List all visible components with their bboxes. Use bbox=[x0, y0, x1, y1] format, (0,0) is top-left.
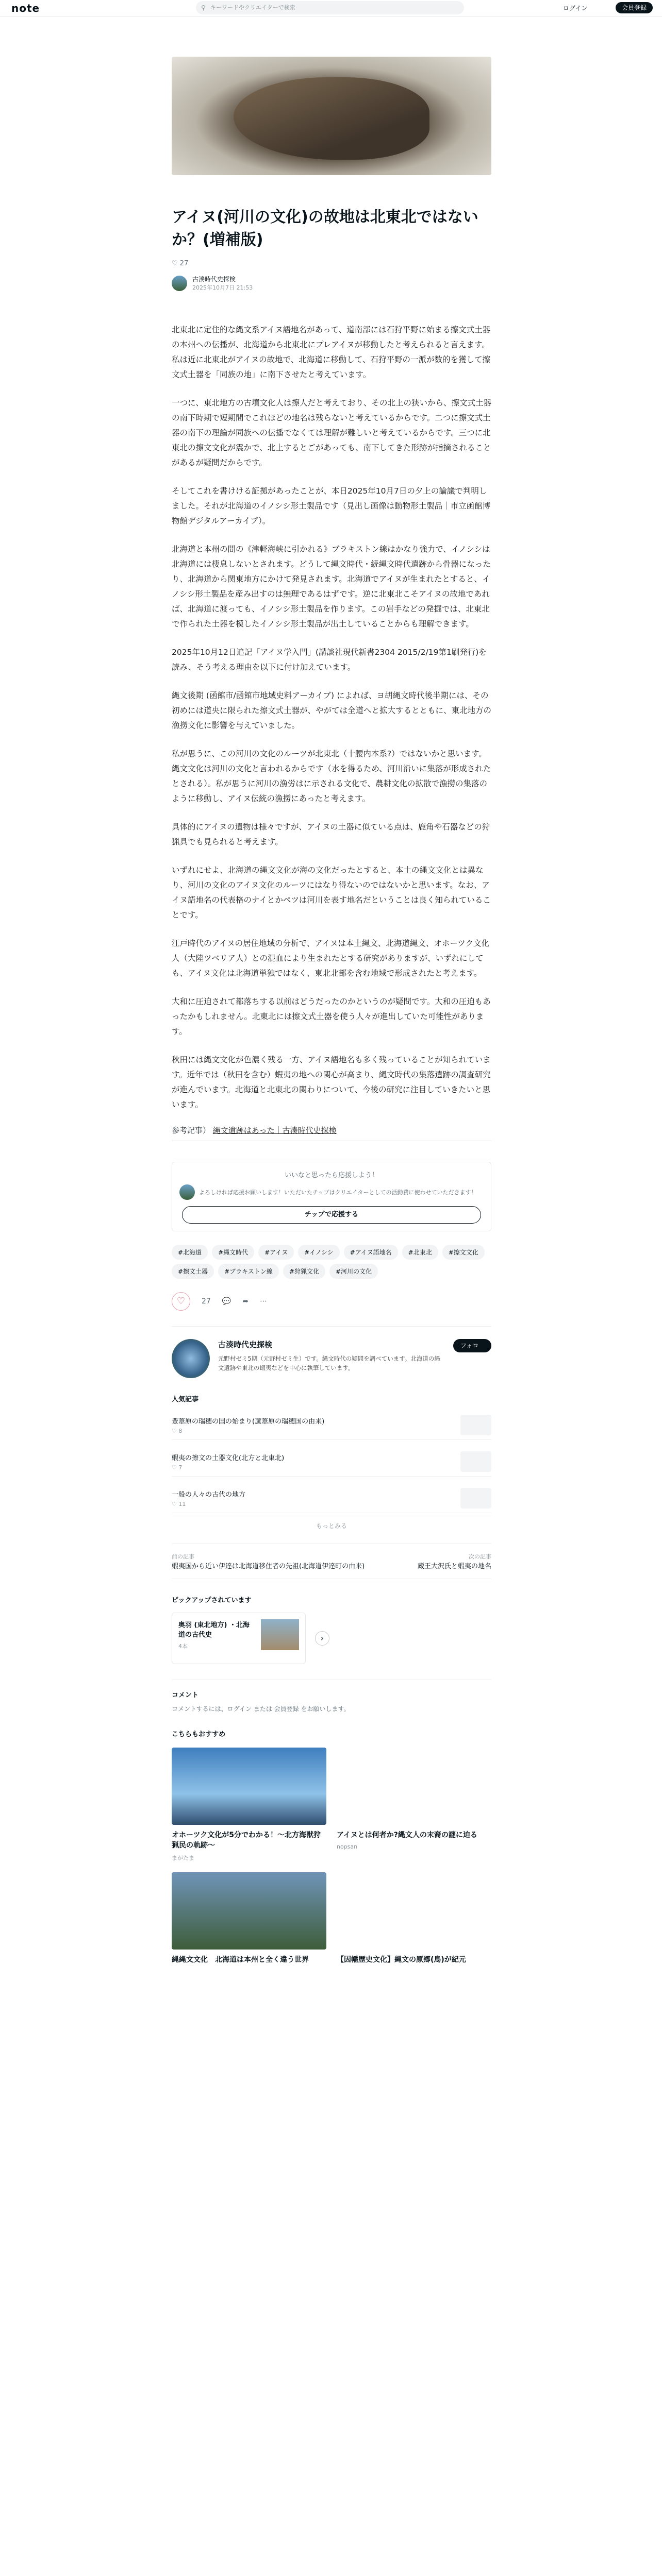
profile-name[interactable]: 古湊時代史探検 bbox=[218, 1340, 272, 1349]
article-title: アイヌ(河川の文化)の故地は北東北ではないか？(増補版) bbox=[172, 208, 478, 249]
more-link[interactable]: もっとみる bbox=[316, 1522, 347, 1530]
article-column bbox=[172, 57, 491, 1965]
card-title: 【因幡歴史文化】縄文の原郷(鳥)が紀元 bbox=[337, 1956, 466, 1964]
author-name[interactable]: 古湊時代史探検 bbox=[192, 276, 236, 283]
next-title: 蔵王大沢氏と蝦夷の地名 bbox=[417, 1563, 491, 1570]
prev-title: 蝦夷国から近い伊達は北海道移住者の先祖(北海道伊達町の由来) bbox=[172, 1563, 365, 1570]
list-item[interactable] bbox=[172, 1447, 491, 1477]
card-image bbox=[172, 1872, 326, 1950]
tag[interactable]: #アイヌ語地名 bbox=[344, 1245, 398, 1260]
paragraph: 私が思うに、この河川の文化のルーツが北東北（十腰内本系?）ではないかと思います。縄文文化は河川の文化と言われるからです（水を得るため、河川沿いに集落が形成されたとされる）。私が思うに河川の漁労はに示される文化で、農耕文化の拡散で漁撈の集落のように移動し、アイヌ伝統の漁撈にあったと考えます。 bbox=[172, 749, 491, 803]
article-navigation bbox=[172, 1544, 491, 1579]
popular-item-title: 蝦夷の擦文の土器文化(北方と北東北) bbox=[172, 1454, 285, 1462]
tip-button[interactable]: チップで応援する bbox=[182, 1206, 481, 1224]
popular-title: 人気記事 bbox=[172, 1396, 199, 1403]
tag[interactable]: #アイヌ bbox=[258, 1245, 294, 1260]
popular-item-likes: ♡ 11 bbox=[172, 1501, 186, 1507]
paragraph: 2025年10月12日追記「アイヌ学入門」(講談社現代新書2304 2015/2/19第1刷発行)を読み、そう考える理由を以下に付け加えています。 bbox=[172, 648, 487, 672]
hero-image bbox=[172, 57, 491, 175]
paragraph: 縄文後期 (函館市/函館市地域史料アーカイブ) によれば、ヨ胡縄文時代後半期には、その初めには道央に限られた擦文式土器が、やがては全道へと拡大するとともに、東北地方の漁撈文化に影響を与えていました。 bbox=[172, 691, 492, 730]
paragraph: そしてこれを書けける証拠があったことが、本日2025年10月7日の夕上の論議で判明しました。それが北海道のイノシシ形土製品です（見出し画像は動物形土製品｜市立函館博物館デジタルアーカイブ）。 bbox=[172, 486, 491, 526]
next-label: 次の記事 bbox=[469, 1553, 491, 1560]
prev-label: 前の記事 bbox=[172, 1553, 194, 1560]
next-arrow-icon[interactable]: › bbox=[315, 1631, 329, 1646]
avatar[interactable] bbox=[172, 1339, 210, 1378]
popular-item-likes: ♡ 8 bbox=[172, 1428, 183, 1434]
card-image bbox=[172, 1748, 326, 1825]
popular-item-title: 一般の人々の古代の地方 bbox=[172, 1491, 246, 1499]
popular-item-likes-value: 8 bbox=[178, 1428, 183, 1434]
paragraph: 秋田には縄文文化が色濃く残る一方、アイヌ語地名も多く残っていることが知られています。近年では（秋田を含む）蝦夷の地への関心が高まり、縄文時代の集落遺跡の調査研究が進んでいます。北海道と北東北の関わりについて、今後の研究に注目していきたいと思います。 bbox=[172, 1055, 491, 1109]
comment-icon[interactable]: 💬 bbox=[222, 1297, 231, 1306]
tag[interactable]: #狩猟文化 bbox=[283, 1264, 325, 1279]
popular-item-likes-value: 7 bbox=[178, 1464, 183, 1471]
paragraph: 大和に圧迫されて都落ちする以前はどうだったのかというのが疑問です。大和の圧迫もあったかもしれません。北東北には擦文式土器を使う人々が進出していた可能性があります。 bbox=[172, 997, 491, 1036]
card-title: アイヌとは何者か?縄文人の末裔の謎に迫る bbox=[337, 1831, 477, 1839]
paragraph: 北海道と本州の間の《津軽海峡に引かれる》ブラキストン線はかなり強力で、イノシシは北海道には棲息しないとされます。どうして縄文時代・続縄文時代遺跡から骨器になったり、北海道から関東地方にかけて発見されます。北海道でアイヌが生まれたとすると、イノシシ形土製品を産み出すのは無理であるはずです。逆に北東北こそアイヌの故地であれば、北海道に渡っても、イノシシ形土製品を作ります。この岩手などの発掘では、北東北で作られた土器を模したイノシシ形土製品が出土していることからも理解できます。 bbox=[172, 545, 491, 629]
comment-section bbox=[172, 1680, 491, 1713]
next-article[interactable] bbox=[418, 1552, 491, 1570]
login-link[interactable]: ログイン bbox=[563, 5, 588, 12]
recommend-grid bbox=[172, 1748, 491, 1965]
list-item[interactable] bbox=[172, 1411, 491, 1440]
like-count: 27 bbox=[202, 1297, 211, 1306]
popular-item-likes-value: 11 bbox=[178, 1501, 186, 1507]
avatar[interactable] bbox=[172, 276, 187, 291]
reference-label: 参考記事） bbox=[172, 1126, 211, 1135]
more-icon[interactable]: ⋯ bbox=[260, 1297, 267, 1306]
tip-message bbox=[179, 1184, 484, 1200]
likes-count: 27 bbox=[179, 260, 189, 267]
author-info[interactable] bbox=[172, 275, 491, 292]
tip-question: いいなと思ったら応援しよう！ bbox=[284, 1172, 378, 1179]
tag[interactable]: #縄文時代 bbox=[212, 1245, 254, 1260]
author-profile bbox=[172, 1326, 491, 1378]
popular-item-likes: ♡ 7 bbox=[172, 1464, 183, 1471]
paragraph: 具体的にアイヌの遺物は様々ですが、アイヌの土器に似ている点は、鹿角や石器などの狩猟具でも見られると考えます。 bbox=[172, 822, 490, 846]
search-icon: ⚲ bbox=[201, 4, 206, 11]
list-item[interactable] bbox=[172, 1484, 491, 1513]
search-placeholder: キーワードやクリエイターで検索 bbox=[210, 4, 295, 11]
recommend-card[interactable] bbox=[337, 1872, 491, 1965]
recommend-card[interactable] bbox=[172, 1872, 326, 1965]
recommend-card[interactable] bbox=[337, 1748, 491, 1862]
pickup-card[interactable] bbox=[172, 1613, 306, 1664]
post-date: 2025年10月7日 21:53 bbox=[192, 284, 253, 291]
paragraph: いずれにせよ、北海道の縄文文化が海の文化だったとすると、本土の縄文文化とは異なり、河川の文化のアイヌ文化のルーツにはなり得ないのではないかと思います。なお、アイヌ語地名の代表格のナイとかペツは河川を表す地名だということは良く知られていることです。 bbox=[172, 866, 491, 920]
card-image bbox=[337, 1748, 491, 1825]
recommend-title: こちらもおすすめ bbox=[172, 1731, 226, 1738]
card-author: まがたま bbox=[172, 1855, 194, 1861]
thumbnail bbox=[460, 1451, 491, 1472]
pickup-count: 4本 bbox=[178, 1643, 188, 1650]
card-author: nopsan bbox=[337, 1843, 358, 1850]
signup-button[interactable]: 会員登録 bbox=[616, 2, 653, 13]
profile-desc: 元野村ゼミ5期（元野村ゼミ生）です。縄文時代の疑問を調べています。北海道の縄文遺跡や東北の蝦夷などを中心に執筆しています。 bbox=[218, 1355, 440, 1371]
thumbnail bbox=[460, 1488, 491, 1509]
comment-title: コメント bbox=[172, 1691, 199, 1699]
comment-login-text: コメントするには、ログイン または 会員登録 をお願いします。 bbox=[172, 1705, 350, 1713]
note-logo[interactable]: note bbox=[11, 2, 40, 14]
share-icon[interactable]: ➦ bbox=[242, 1297, 249, 1306]
tag-list bbox=[172, 1245, 491, 1279]
heart-icon[interactable]: ♡ bbox=[172, 1292, 190, 1311]
search-input[interactable] bbox=[196, 1, 464, 14]
pickup-image bbox=[261, 1619, 299, 1650]
like-count-top[interactable]: ♡ 27 bbox=[172, 260, 189, 267]
tag[interactable]: #北東北 bbox=[402, 1245, 438, 1260]
pickup-row bbox=[172, 1613, 491, 1664]
popular-item-title: 豊葦原の瑞穂の国の始まり(蘆葦原の瑞穂国の由来) bbox=[172, 1418, 325, 1426]
tip-box bbox=[172, 1162, 491, 1231]
tag[interactable]: #擦文文化 bbox=[442, 1245, 485, 1260]
avatar bbox=[179, 1184, 195, 1200]
tag[interactable]: #擦文土器 bbox=[172, 1264, 214, 1279]
reference bbox=[172, 1125, 491, 1141]
pickup-card-title: 奥羽 (東北地方) ・北海道の古代史 bbox=[178, 1621, 250, 1639]
card-title: 縄縄文文化 北海道は本州と全く違う世界 bbox=[172, 1956, 309, 1964]
tag[interactable]: #河川の文化 bbox=[329, 1264, 378, 1279]
paragraph: 江戸時代のアイヌの居住地域の分析で、アイヌは本土縄文、北海道縄文、オホーツク文化人（大陸ツベリア人）との混血により生まれたとする研究がありますが、いずれにしても、アイヌ文化は北海道単独ではなく、東北北部を含む地域で形成されたと考えます。 bbox=[172, 939, 490, 978]
paragraph: 北東北に定住的な縄文系アイヌ語地名があって、道南部には石狩平野に始まる擦文式土器の本州への伝播が、北海道から北東北にプレアイヌが移動したと考えられると言えます。私は近に北東北がアイヌの故地で、北海道に移動して、石狩平野の一派が数的を獲して擦文式土器を「同族の地」に南下させたと考えています。 bbox=[172, 325, 491, 379]
card-image bbox=[337, 1872, 491, 1950]
paragraph: 一つに、東北地方の古墳文化人は擦人だと考えており、その北上の狭いから、擦文式土器の南下時期で短期間でこれほどの地名は残らないと考えているからです。二つに擦文式土器の南下の理論が同族への伝播でなくては理解が難しいと考えているからです。三つに北東北の擦文文化が震かで、北上するとごがあっても、南下してきた形跡が指摘されることがあるが疑問だからです。 bbox=[172, 398, 492, 467]
prev-article[interactable] bbox=[172, 1552, 365, 1570]
action-bar bbox=[172, 1292, 491, 1311]
card-title: オホーツク文化が5分でわかる！〜北方海獣狩猟民の軌跡〜 bbox=[172, 1831, 321, 1850]
recommend-card[interactable] bbox=[172, 1748, 326, 1862]
tag[interactable]: #北海道 bbox=[172, 1245, 208, 1260]
reference-link[interactable]: 縄文遺跡はあった｜古湊時代史探検 bbox=[212, 1126, 337, 1135]
top-bar bbox=[0, 0, 662, 16]
tip-message-text: よろしければ応援お願いします！いただいたチップはクリエイターとしての活動費に使わせていただきます！ bbox=[199, 1189, 477, 1196]
follow-button[interactable]: フォロー bbox=[453, 1339, 491, 1352]
article-body bbox=[172, 323, 491, 1112]
tag[interactable]: #イノシシ bbox=[298, 1245, 340, 1260]
thumbnail bbox=[460, 1415, 491, 1435]
pickup-title: ピックアップされています bbox=[172, 1597, 252, 1604]
tag[interactable]: #ブラキストン線 bbox=[218, 1264, 279, 1279]
